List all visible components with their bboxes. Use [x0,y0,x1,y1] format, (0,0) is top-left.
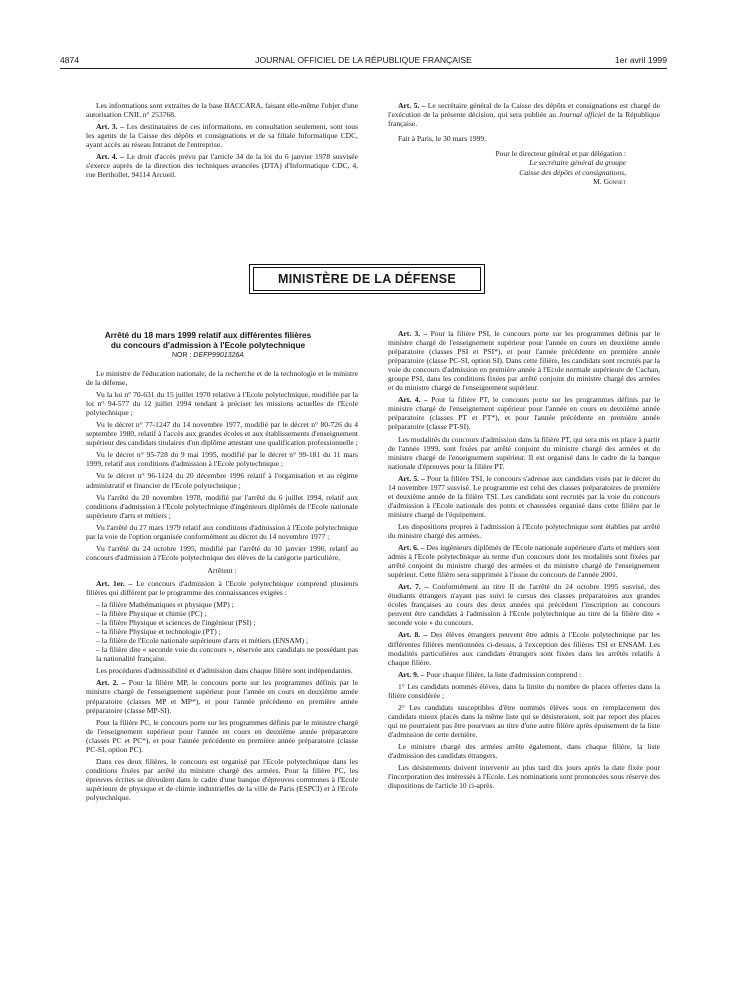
paragraph: Le ministre de l'éducation nationale, de la recherche et de la technologie et le ministre de la défense, [86,369,358,388]
visa: Vu le décret n° 77-1247 du 14 novembre 1977, modifié par le décret n° 80-726 du 4 septembre 1980, relatif à l'accès aux grandes écoles et aux établissements d'enseignement supérieur des candidats titulaires d'un diplôme attestant une qualification professionnelle ; [86,420,358,448]
article-label: Art. 3. – [398,329,428,338]
article-label: Art. 5. – [398,473,425,483]
article-8 [388,630,660,666]
signature-line: Caisse des dépôts et consignations, [519,167,626,177]
signature-name: M. Gonnet [593,177,626,187]
article-text: Le secrétaire général de la Caisse des dépôts et consignations est chargé de l'exécution de la présente décision, qui sera publiée au [388,101,660,120]
article-text: Pour la filière MP, le concours porte sur les programmes définis par le ministre chargé de l'enseignement supérieur pour l'année en cours en deuxième année préparatoire (classes MP et MP*), et pour l'année précédente en première année préparatoire (classe MP-SI). [86,678,358,715]
paragraph: 2° Les candidats susceptibles d'être nommés élèves sous en remplacement des candidats mieux placés dans la même liste qui se désisteraient, soit par report des places qui ne pourraient pas être pourvues au titre d'une autre filière après épuisement de la liste d'admission de cette dernière. [388,702,660,739]
visa: Vu l'arrêté du 27 mars 1979 relatif aux conditions d'admission à l'Ecole polytechnique par la voie de l'option organisée conformément au décret du 14 novembre 1977 ; [86,522,358,541]
nor-label: NOR : [172,352,194,359]
signature-line: Pour le directeur général et par délégation : [495,149,626,159]
decree-title-line: Arrêté du 18 mars 1999 relatif aux différentes filières [104,330,312,340]
paragraph: Les modalités du concours d'admission dans la filière PT, qui sera mis en place à partir de l'année 1999, sont fixées par arrêté conjoint du ministre chargé des armées et du ministre chargé de l'enseignement supérieur. Il est organisé dans le cadre de la banque nationale d'épreuves pour la filière PT. [388,434,660,471]
decree-left-column [86,369,358,805]
visa: Vu l'arrêté du 20 novembre 1978, modifié par l'arrêté du 6 juillet 1994, relatif aux conditions d'admission à l'Ecole polytechnique d'ingénieurs diplômés de l'Ecole nationale supérieure d'arts et métiers ; [86,492,358,520]
list-item: – la filière de l'Ecole nationale supérieure d'arts et métiers (ENSAM) ; [96,636,309,646]
article-text: Le droit d'accès prévu par l'article 34 de la loi du 6 janvier 1978 susvisée s'exerce auprès de la direction des techniques avancées (DTA) d'Informatique CDC, 4, rue Berthollet, 94114 Arcueil. [86,152,358,180]
article-text: Pour chaque filière, la liste d'admission comprend : [424,669,582,679]
visa: Vu l'arrêté du 24 octobre 1995, modifié par l'arrêté du 10 janvier 1996, relatif au concours d'admission à l'Ecole polytechnique des élèves de la catégorie particulière, [86,543,358,562]
prev-decision-right [388,101,660,186]
article-text: Des élèves étrangers peuvent être admis à l'Ecole polytechnique par les différentes filières mentionnées ci-dessus, à l'exception des filières TSI et ENSAM. Les modalités particulières aux candidats étrangers sont fixées dans les arrêtés relatifs à chaque filière. [388,630,660,667]
done-at: Fait à Paris, le 30 mars 1999. [398,134,487,144]
article-text: de la République française. [388,110,660,129]
article-label: Art. 3. – [96,122,124,132]
article-text: Des ingénieurs diplômés de l'Ecole nationale supérieure d'arts et métiers sont admis à l'Ecole polytechnique au terme d'un concours dont les modalités sont fixées par arrêté conjoint du ministre chargé des armées et du ministre chargé de l'enseignement supérieur. Cette filière sera supprimée à l'issue du concours de l'année 2001. [388,543,660,580]
list-item: – la filière Mathématiques et physique (MP) ; [96,600,234,610]
journal-name: Journal officiel [558,110,606,120]
paragraph: Les procédures d'admissibilité et d'admission dans chaque filière sont indépendantes. [96,666,353,676]
list-item: – la filière Physique et chimie (PC) ; [96,609,207,619]
arretent: Arrêtent : [207,565,237,575]
article-text: Pour la filière PSI, le concours porte sur les programmes définis par le ministre chargé de l'enseignement supérieur pour l'année en cours en deuxième année préparatoire (classes PSI et PSI*), et pour l'année précédente en première année préparatoire (classe PC-SI, option SI). Dans cette filière, les candidats sont recrutés par la voie du concours d'admission en première année à l'Ecole normale supérieure de Cachan, groupe PSI, dans les conditions fixées par arrêté conjoint du ministre chargé des armées et du ministre chargé de l'enseignement supérieur. [388,329,660,393]
nor-code: DEFP9901326A [193,352,244,359]
article-text: Pour la filière TSI, le concours s'adresse aux candidats visés par le décret du 14 novembre 1977 susvisé. Le programme est celui des classes préparatoires de première et deuxième année de la filière TSI. Les candidats sont recrutés par la voie du concours d'admission à l'Ecole nationale des ponts et chaussées organisé dans cette filière par le ministre chargé de l'équipement. [388,473,660,519]
decree-title-line: du concours d'admission à l'Ecole polytechnique [110,340,306,350]
paragraph: Les dispositions propres à l'admission à l'Ecole polytechnique sont établies par arrêté du ministre chargé des armées. [388,521,660,540]
article-3 [388,329,660,392]
article-4 [86,152,358,179]
paragraph: Le ministre chargé des armées arrête également, dans chaque filière, la liste d'admission des candidats étrangers. [388,741,660,761]
list-item: – la filière Physique et sciences de l'ingénieur (PSI) ; [96,618,256,628]
header-rule [60,68,667,69]
article-label: Art. 5. – [398,101,426,110]
list-item: – la filière dite « seconde voie du concours », réservée aux candidats ne possédant pas la nationalité française. [96,645,358,664]
prev-decision-left [86,101,358,182]
article-text: Les destinataires de ces informations, en consultation seulement, sont tous les agents de la Caisse des dépôts et consignations et de sa filiale Informatique CDC, ayant accès au réseau Intranet de l'entreprise. [86,122,358,150]
journal-title: JOURNAL OFFICIEL DE LA RÉPUBLIQUE FRANÇAISE [255,55,472,65]
decree-right-column [388,329,660,793]
article-label: Art. 1er. – [96,578,133,588]
paragraph: Dans ces deux filières, le concours est organisé par l'Ecole polytechnique dans les conditions fixées par arrêté du ministre chargé des armées. Pour la filière PC, les épreuves écrites se déroulent dans le cadre d'une banque d'épreuves communes à l'Ecole supérieure de physique et de chimie industrielles de la ville de Paris (ESPCI) et à l'Ecole polytechnique. [86,756,358,802]
article-5 [388,474,660,519]
article-label: Art. 9. – [398,669,425,679]
article-5 [388,101,660,128]
visa: Vu le décret n° 96-1124 du 20 décembre 1996 relatif à l'organisation et au régime administratif et financier de l'Ecole polytechnique ; [86,471,358,490]
article-9 [388,670,660,679]
paragraph: Pour la filière PC, le concours porte sur les programmes définis par le ministre chargé de l'enseignement supérieur pour l'année en cours en deuxième année préparatoire (classes PC et PC*), et pour l'année précédente en première année préparatoire (classe PC-SI, option PC). [86,717,358,754]
paragraph: Les désistements doivent intervenir au plus tard dix jours après la date fixée pour l'incorporation des intéressés à l'Ecole. Les nominations sont prononcées sous réserve des dispositions de l'article 10 ci-après. [388,763,660,791]
visa: Vu le décret n° 95-728 du 9 mai 1995, modifié par le décret n° 99-181 du 11 mars 1999, relatif aux conditions d'admission à l'Ecole polytechnique ; [86,450,358,469]
article-label: Art. 7. – [398,582,429,592]
article-1 [86,579,358,597]
article-label: Art. 8. – [398,630,428,640]
ministry-banner: MINISTÈRE DE LA DÉFENSE [253,267,481,291]
article-6 [388,543,660,579]
issue-date: 1er avril 1999 [614,55,667,65]
decree-title [60,330,356,350]
article-label: Art. 2. – [96,678,126,688]
page-number: 4874 [60,55,80,65]
article-label: Art. 6. – [398,543,425,553]
article-text: Conformément au titre II de l'arrêté du 24 octobre 1995 susvisé, des étudiants étrangers n'ayant pas suivi le cursus des classes préparatoires aux grandes écoles françaises au cours des deux années qui précèdent l'inscription au concours peuvent être candidats à l'admission à l'Ecole polytechnique au titre de la filière dite « seconde voie » du concours. [388,582,660,628]
list-item: – la filière Physique et technologie (PT) ; [96,627,221,637]
article-3 [86,122,358,149]
article-4 [388,395,660,431]
signature-block [388,149,660,186]
nor-reference [60,352,356,359]
article-7 [388,582,660,627]
article-label: Art. 4. – [96,152,125,162]
article-text: Le concours d'admission à l'Ecole polytechnique comprend plusieurs filières qui diffèrent par le programme des connaissances exigées : [86,578,358,597]
article-2 [86,678,358,714]
paragraph: Les informations sont extraites de la base BACCARA, faisant elle-même l'objet d'une autorisation CNIL n° 253768. [86,101,358,120]
article-label: Art. 4. – [398,395,428,405]
paragraph: 1° Les candidats nommés élèves, dans la limite du nombre de places offertes dans la filière considérée ; [388,681,660,700]
article-text: Pour la filière PT, le concours porte sur les programmes définis par le ministre chargé de l'enseignement supérieur pour l'année en cours en deuxième année préparatoire (classes PT et PT*), et pour l'année précédente en première année préparatoire (classe PT-SI). [388,395,660,432]
visa: Vu la loi n° 70-631 du 15 juillet 1970 relative à l'Ecole polytechnique, modifiée par la loi n° 94-577 du 12 juillet 1994 tendant à préciser les missions actuelles de l'Ecole polytechnique ; [86,390,358,418]
signature-line: Le secrétaire général du groupe [529,158,626,168]
